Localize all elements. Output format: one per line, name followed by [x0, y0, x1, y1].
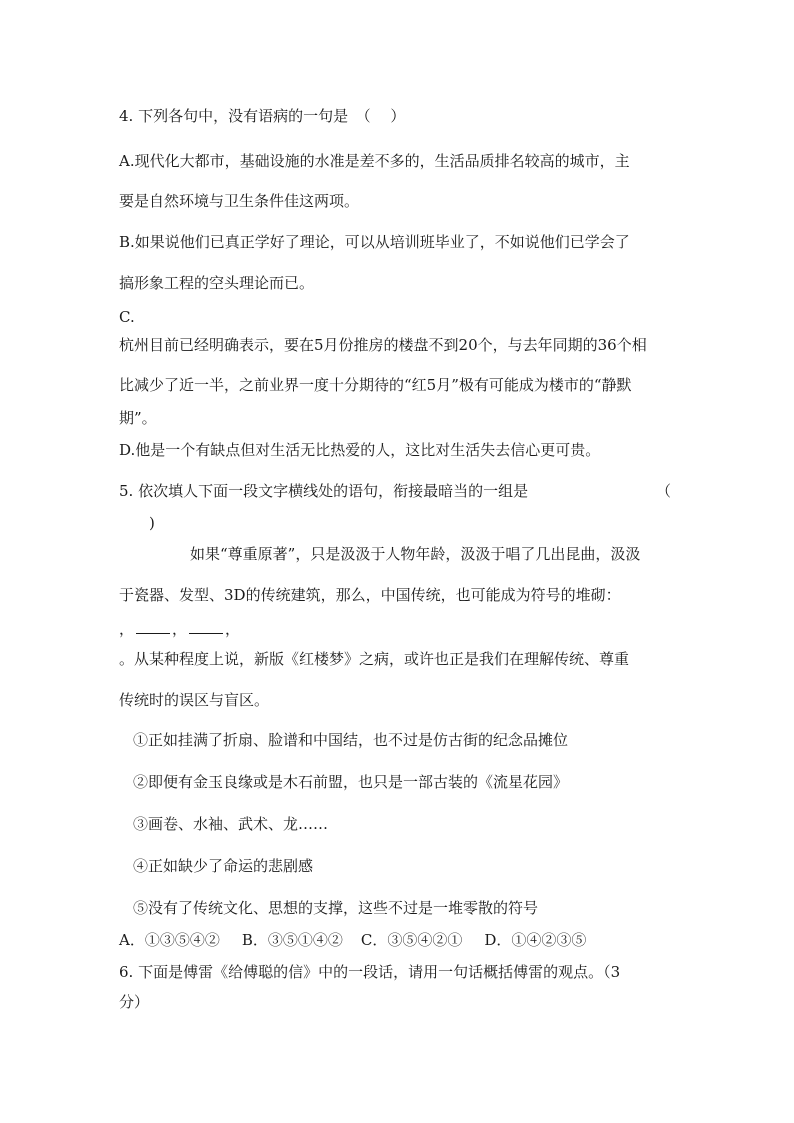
- q4-option-c-line2: 比减少了近一半，之前业界一度十分期待的“红5月”极有可能成为楼市的“静默: [119, 376, 632, 394]
- q5-passage-line2: 于瓷器、发型、3D的传统建筑，那么，中国传统，也可能成为符号的堆砌：: [119, 586, 621, 604]
- q4-option-a-line1: A.现代化大都市，基础设施的水准是差不多的，生活品质排名较高的城市，主: [119, 152, 630, 170]
- q5-paren-close: ): [149, 514, 155, 532]
- q5-item-3: ③画卷、水袖、武术、龙……: [133, 815, 329, 833]
- q5-item-5: ⑤没有了传统文化、思想的支撑，这些不过是一堆零散的符号: [133, 899, 539, 917]
- q5-item-1: ①正如挂满了折扇、脸谱和中国结，也不过是仿古街的纪念品摊位: [133, 731, 569, 749]
- q4-option-c-line1: 杭州目前已经明确表示，要在5月份推房的楼盘不到20个，与去年同期的36个相: [119, 336, 647, 354]
- q5-passage-line3: 。从某种程度上说，新版《红楼梦》之病，或许也正是我们在理解传统、尊重: [119, 650, 630, 668]
- q5-item-4: ④正如缺少了命运的悲剧感: [133, 857, 314, 875]
- answer-blank: [189, 621, 223, 634]
- q5-stem: 5. 依次填人下面一段文字横线处的语句，衔接最暗当的一组是: [119, 482, 529, 500]
- q5-passage-line1: 如果“尊重原著”，只是汲汲于人物年龄，汲汲于唱了几出昆曲，汲汲: [190, 545, 641, 563]
- answer-blank: [136, 621, 170, 634]
- q4-option-c-label: C.: [119, 308, 135, 326]
- blank-separator: ，: [119, 620, 135, 638]
- q4-option-c-line3: 期”。: [119, 409, 157, 427]
- q5-option-a: A．①③⑤④②: [119, 931, 220, 949]
- q5-paren-open: （: [656, 482, 672, 500]
- q5-blank-line: [119, 619, 240, 639]
- blank-separator: ，: [225, 620, 241, 638]
- q6-stem-line2: 分）: [119, 993, 150, 1011]
- q4-option-b-line2: 搞形象工程的空头理论而已。: [119, 274, 315, 292]
- q4-option-b-line1: B.如果说他们已真正学好了理论，可以从培训班毕业了，不如说他们已学会了: [119, 233, 630, 251]
- q4-option-a-line2: 要是自然环境与卫生条件佳这两项。: [119, 192, 360, 210]
- q4-option-d: D.他是一个有缺点但对生活无比热爱的人，这比对生活失去信心更可贵。: [119, 441, 601, 459]
- q5-option-d: D．①④②③⑤: [484, 931, 587, 949]
- q5-option-c: C．③⑤④②①: [360, 931, 463, 949]
- q5-passage-line4: 传统时的误区与盲区。: [119, 691, 270, 709]
- q5-item-2: ②即便有金玉良缘或是木石前盟，也只是一部古装的《流星花园》: [133, 773, 569, 791]
- blank-separator: ，: [172, 620, 188, 638]
- q5-options: [119, 930, 586, 950]
- q6-stem-line1: 6. 下面是傅雷《给傅聪的信》中的一段话，请用一句话概括傅雷的观点。（3: [119, 963, 621, 981]
- q5-option-b: B．③⑤①④②: [241, 931, 343, 949]
- q4-stem: 4. 下列各句中，没有语病的一句是 （ ）: [119, 107, 406, 125]
